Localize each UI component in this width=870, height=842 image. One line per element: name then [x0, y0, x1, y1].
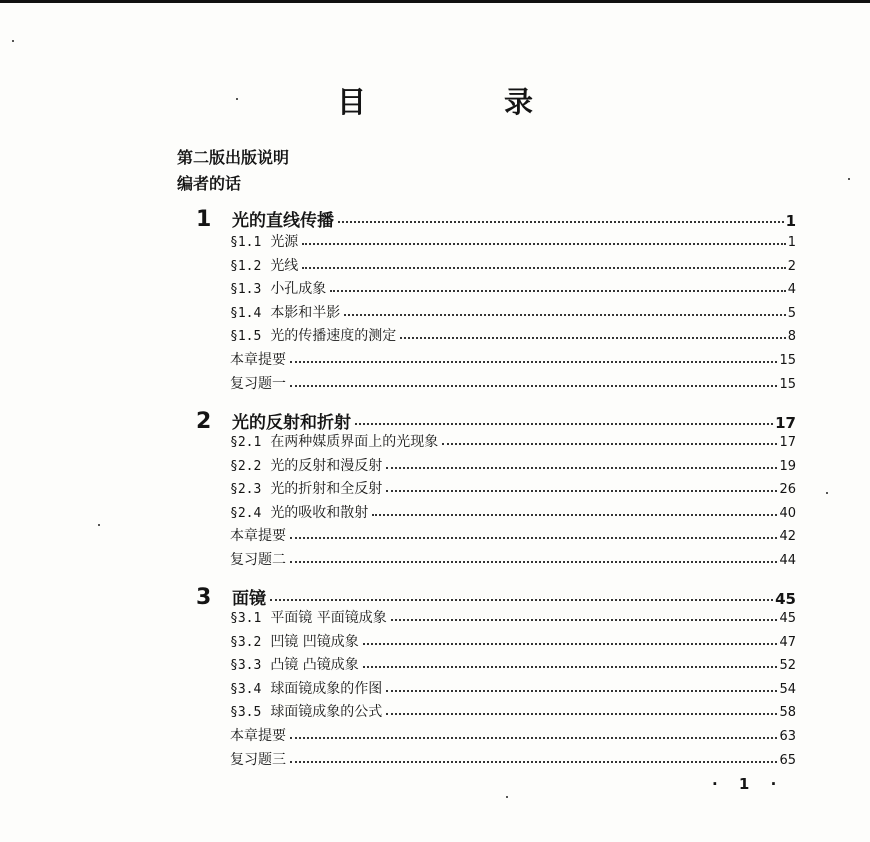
- section-number: §2.4: [230, 505, 262, 521]
- section-row: [230, 607, 796, 627]
- section-page: 45: [779, 611, 796, 626]
- section-number: §1.4: [230, 305, 262, 321]
- scan-speck: [236, 98, 238, 100]
- section-title: 复习题一: [230, 375, 286, 392]
- dot-leader: [290, 761, 777, 763]
- section-number: §1.2: [230, 258, 262, 274]
- dot-leader: [338, 221, 784, 223]
- section-title: 球面镜成象的公式: [270, 704, 383, 721]
- section-row: [230, 325, 796, 345]
- section-title: 光的传播速度的测定: [270, 328, 397, 345]
- section-page: 17: [779, 435, 796, 450]
- section-title: 小孔成象: [270, 281, 327, 298]
- section-page: 47: [779, 634, 796, 650]
- scan-speck: [98, 524, 100, 526]
- section-title: 本章提要: [230, 728, 286, 744]
- section-row: [230, 278, 796, 298]
- section-title: 光源: [270, 234, 299, 250]
- dot-leader: [302, 267, 785, 269]
- section-number: §2.2: [230, 458, 262, 474]
- chapter-title: 面镜: [232, 589, 266, 609]
- chapter-page: 1: [785, 212, 796, 230]
- section-row: [230, 349, 796, 369]
- section-row: [230, 525, 796, 545]
- section-title: 本章提要: [230, 528, 286, 545]
- section-page: 42: [779, 529, 796, 545]
- section-number: §3.3: [230, 658, 262, 674]
- dot-leader: [386, 713, 777, 715]
- section-title: 平面镜 平面镜成象: [270, 610, 387, 626]
- section-row: [230, 502, 796, 522]
- dot-leader: [290, 361, 777, 363]
- section-page: 63: [779, 729, 796, 744]
- section-page: 54: [779, 681, 796, 697]
- dot-leader: [363, 666, 778, 668]
- section-row: [230, 654, 796, 674]
- section-page: 15: [779, 376, 796, 392]
- section-title: 光线: [270, 257, 299, 274]
- dot-leader: [442, 443, 777, 445]
- section-page: 40: [779, 505, 796, 521]
- section-title: 复习题二: [230, 552, 286, 568]
- section-row: [230, 549, 796, 569]
- section-row: [230, 455, 796, 475]
- section-number: §2.1: [230, 435, 262, 450]
- section-title: 在两种媒质界面上的光现象: [270, 434, 439, 450]
- chapter-number: 2: [196, 409, 212, 434]
- section-title: 本影和半影: [270, 304, 341, 321]
- section-page: 2: [787, 258, 796, 274]
- section-number: §1.5: [230, 329, 262, 345]
- dot-leader: [290, 737, 777, 739]
- section-row: [230, 231, 796, 251]
- section-number: §3.5: [230, 705, 262, 721]
- scan-speck: [848, 178, 850, 180]
- chapter-title: 光的反射和折射: [232, 413, 351, 433]
- front-matter-editor-words: 编者的话: [177, 174, 242, 193]
- dot-leader: [400, 337, 785, 339]
- section-row: [230, 302, 796, 322]
- dot-leader: [290, 561, 777, 563]
- section-page: 4: [787, 282, 796, 298]
- section-row: [230, 678, 796, 698]
- dot-leader: [290, 385, 777, 387]
- chapter-page: 45: [775, 590, 796, 608]
- section-number: §2.3: [230, 482, 262, 498]
- scan-speck: [826, 492, 828, 494]
- section-row: [230, 749, 796, 769]
- dot-leader: [355, 423, 773, 425]
- section-title: 光的反射和漫反射: [270, 457, 383, 474]
- section-number: §3.2: [230, 634, 262, 650]
- section-page: 65: [779, 752, 796, 768]
- section-row: [230, 373, 796, 393]
- section-number: §1.3: [230, 282, 262, 298]
- chapter-number: 3: [196, 585, 212, 610]
- chapter-row: [196, 206, 796, 232]
- section-row: [230, 631, 796, 651]
- section-page: 15: [779, 353, 796, 368]
- section-number: §1.1: [230, 235, 262, 250]
- section-title: 球面镜成象的作图: [270, 680, 383, 697]
- section-page: 19: [779, 458, 796, 474]
- section-title: 本章提要: [230, 352, 286, 368]
- dot-leader: [386, 467, 777, 469]
- dot-leader: [290, 537, 777, 539]
- section-title: 凹镜 凹镜成象: [270, 633, 359, 650]
- scan-speck: [506, 796, 508, 798]
- page-title: 目 录: [336, 85, 598, 119]
- section-page: 1: [787, 235, 796, 250]
- dot-leader: [386, 490, 777, 492]
- section-page: 26: [779, 482, 796, 498]
- dot-leader: [270, 599, 773, 601]
- chapter-title: 光的直线传播: [232, 211, 334, 231]
- section-number: §3.1: [230, 611, 262, 626]
- section-page: 58: [779, 705, 796, 721]
- section-title: 光的折射和全反射: [270, 481, 383, 498]
- chapter-page: 17: [775, 414, 796, 432]
- section-page: 5: [787, 305, 796, 321]
- section-row: [230, 725, 796, 745]
- section-page: 44: [779, 553, 796, 568]
- dot-leader: [391, 619, 778, 621]
- section-title: 复习题三: [230, 751, 286, 768]
- dot-leader: [386, 690, 777, 692]
- dot-leader: [302, 243, 785, 245]
- section-page: 52: [779, 658, 796, 674]
- section-page: 8: [787, 329, 796, 345]
- section-number: §3.4: [230, 681, 262, 697]
- dot-leader: [330, 290, 785, 292]
- section-row: [230, 478, 796, 498]
- scan-speck: [12, 40, 14, 42]
- front-matter-publisher-note: 第二版出版说明: [177, 148, 290, 167]
- dot-leader: [363, 643, 778, 645]
- section-title: 光的吸收和散射: [270, 504, 369, 521]
- page-number: · 1 ·: [712, 775, 785, 793]
- section-row: [230, 701, 796, 721]
- chapter-number: 1: [196, 207, 212, 232]
- dot-leader: [372, 514, 777, 516]
- section-title: 凸镜 凸镜成象: [270, 657, 359, 674]
- dot-leader: [344, 314, 785, 316]
- section-row: [230, 431, 796, 451]
- section-row: [230, 255, 796, 275]
